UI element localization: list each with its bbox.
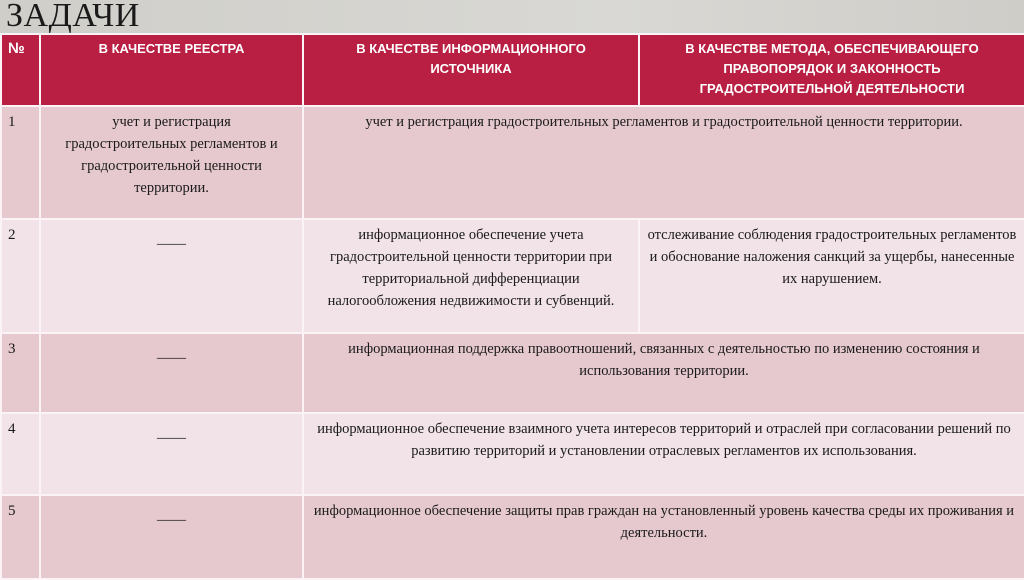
cell-merged: информационная поддержка правоотношений, связанных с деятельностью по изменению состояния и использования территории. xyxy=(303,333,1024,413)
empty-dash: ____ xyxy=(157,345,186,361)
cell-registry xyxy=(40,219,303,333)
row-number: 1 xyxy=(1,106,40,219)
table-row xyxy=(1,495,1024,579)
row-number: 5 xyxy=(1,495,40,579)
table-row xyxy=(1,106,1024,219)
cell-merged: информационное обеспечение защиты прав граждан на установленный уровень качества среды их проживания и деятельности. xyxy=(303,495,1024,579)
empty-dash: ____ xyxy=(157,507,186,523)
cell-registry: учет и регистрация градостроительных регламентов и градостроительной ценности территории. xyxy=(40,106,303,219)
header-registry: В КАЧЕСТВЕ РЕЕСТРА xyxy=(40,34,303,106)
cell-info-source: информационное обеспечение учета градостроительной ценности территории при территориальной дифференциации налогообложения недвижимости и субвенций. xyxy=(303,219,639,333)
empty-dash: ____ xyxy=(157,231,186,247)
table-row xyxy=(1,413,1024,495)
header-number: № xyxy=(1,34,40,106)
slide-title: ЗАДАЧИ xyxy=(6,0,140,34)
cell-registry xyxy=(40,413,303,495)
header-row xyxy=(1,34,1024,106)
header-info-source: В КАЧЕСТВЕ ИНФОРМАЦИОННОГО ИСТОЧНИКА xyxy=(303,34,639,106)
table-row xyxy=(1,333,1024,413)
row-number: 3 xyxy=(1,333,40,413)
cell-method: отслеживание соблюдения градостроительных регламентов и обоснование наложения санкций за ущербы, нанесенные их нарушением. xyxy=(639,219,1024,333)
cell-registry xyxy=(40,495,303,579)
row-number: 4 xyxy=(1,413,40,495)
tasks-table xyxy=(0,33,1024,580)
table-row xyxy=(1,219,1024,333)
empty-dash: ____ xyxy=(157,425,186,441)
header-method: В КАЧЕСТВЕ МЕТОДА, ОБЕСПЕЧИВАЮЩЕГО ПРАВОПОРЯДОК И ЗАКОННОСТЬ ГРАДОСТРОИТЕЛЬНОЙ ДЕЯТЕЛЬНОСТИ xyxy=(639,34,1024,106)
cell-registry xyxy=(40,333,303,413)
cell-merged: информационное обеспечение взаимного учета интересов территорий и отраслей при согласовании решений по развитию территорий и установлении отраслевых регламентов их использования. xyxy=(303,413,1024,495)
row-number: 2 xyxy=(1,219,40,333)
cell-merged: учет и регистрация градостроительных регламентов и градостроительной ценности территории. xyxy=(303,106,1024,219)
title-bar xyxy=(0,0,1024,33)
